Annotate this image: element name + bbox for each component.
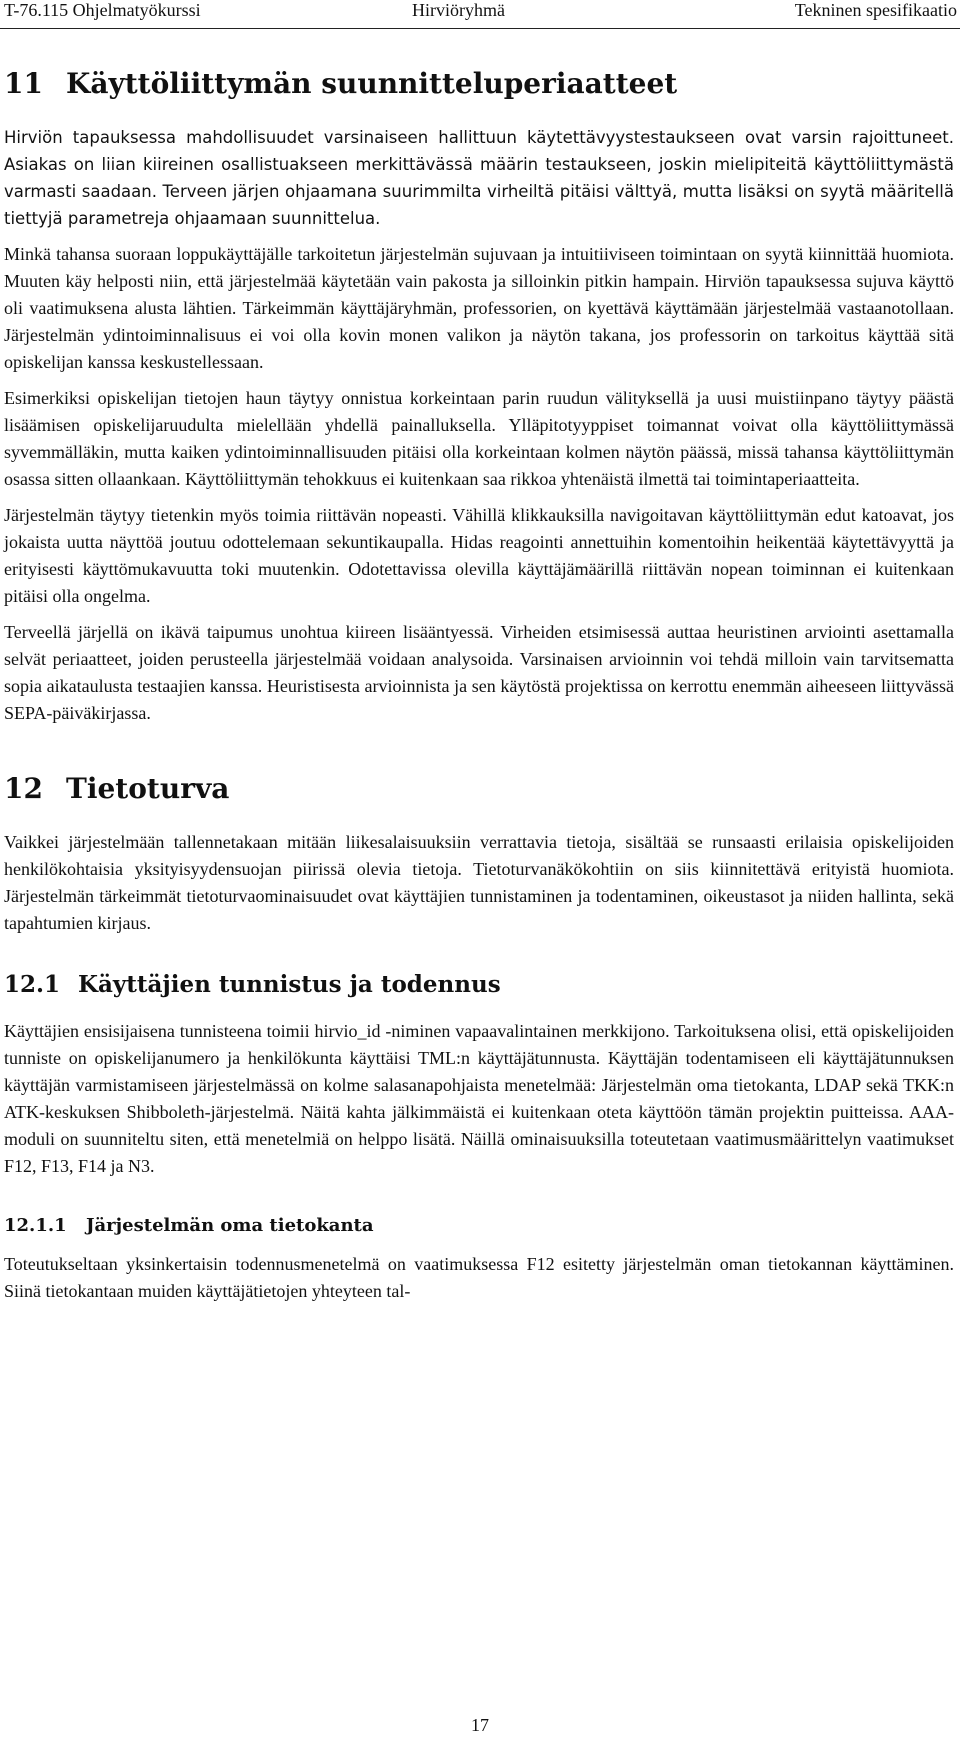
page-number: 17 <box>471 1715 489 1735</box>
page-body <box>4 66 954 1305</box>
paragraph: Terveellä järjellä on ikävä taipumus unohtua kiireen lisääntyessä. Virheiden etsimisessä auttaa heuristinen arviointi asettamalla selvät periaatteet, joiden perusteella järjestelmää voidaan analysoida. Varsinaisen arvioinnin voi tehdä milloin vain tarvitsematta sopia aikataulusta testaajien kanssa. Heuristisesta arvioinnista ja sen käytöstä projektissa on kerrottu enemmän aiheeseen liittyvässä SEPA-päiväkirjassa. <box>4 622 954 723</box>
section-12-heading <box>4 771 954 807</box>
subsection-number: 12.1 <box>4 971 61 998</box>
paragraph: Minkä tahansa suoraan loppukäyttäjälle tarkoitetun järjestelmän sujuvaan ja intuitiiviseen toimintaan on syytä kiinnittää huomiota. Muuten käy helposti niin, että järjestelmää käytetään vain pakosta ja silloinkin pitkin hampain. Hirviön tapauksessa sujuva käyttö oli vaatimuksena alusta lähtien. Tärkeimmän käyttäjäryhmän, professorien, on kyettävä käyttämään järjestelmää vastaanotollaan. Järjestelmän ydintoiminnalisuus ei voi olla kovin monen valikon ja näytön takana, jos professorin on tarkoitus käyttää sitä opiskelijan kanssa keskustellessaan. <box>4 244 954 372</box>
paragraph: Toteutukseltaan yksinkertaisin todennusmenetelmä on vaatimuksessa F12 esitetty järjestelmän oman tietokannan käyttäminen. Siinä tietokantaan muiden käyttäjätietojen yhteyteen tal- <box>4 1254 954 1301</box>
subsection-title: Käyttäjien tunnistus ja todennus <box>78 971 501 998</box>
paragraph: Vaikkei järjestelmään tallennetakaan mitään liikesalaisuuksiin verrattavia tietoja, sisältää se runsaasti erilaisia opiskelijoiden henkilökohtaisia yksityisyydensuojan piirissä olevia tietoja. Tietoturvanäkökohtiin on siis kiinnitettävä erityistä huomiota. Järjestelmän tärkeimmät tietoturvaominaisuudet ovat käyttäjien tunnistaminen ja todentaminen, oikeustasot ja niiden hallinta, sekä tapahtumien kirjaus. <box>4 832 954 933</box>
header-document-title: Tekninen spesifikaatio <box>794 0 957 20</box>
paragraph <box>4 124 954 232</box>
subsubsection-12-1-1-heading <box>4 1213 954 1239</box>
subsubsection-title: Järjestelmän oma tietokanta <box>86 1215 374 1236</box>
paragraph: Järjestelmän täytyy tietenkin myös toimia riittävän nopeasti. Vähillä klikkauksilla navigoitavan käyttöliittymän edut katoavat, jos jokaista uutta näyttöä joutuu odottelemaan sekuntikaupalla. Hidas reagointi annettuihin komentoihin heikentää käytettävyyttä ja erityisesti käyttömukavuutta toki muutenkin. Odotettavissa olevilla käyttäjämäärillä riittävän nopean toiminnan ei kuitenkaan pitäisi olla ongelma. <box>4 505 954 606</box>
subsection-12-1-heading <box>4 970 954 1000</box>
section-number: 12 <box>4 772 43 805</box>
running-header <box>0 0 960 29</box>
section-number: 11 <box>4 67 43 100</box>
section-11-heading <box>4 66 954 102</box>
header-course: T-76.115 Ohjelmatyökurssi <box>4 0 201 20</box>
subsubsection-number: 12.1.1 <box>4 1215 67 1236</box>
section-title: Tietoturva <box>66 772 230 805</box>
section-title: Käyttöliittymän suunnitteluperiaatteet <box>66 67 678 100</box>
paragraph-text: Hirviön tapauksessa mahdollisuudet varsinaiseen hallittuun käytettävyystestaukseen ovat varsin rajoittuneet. Asiakas on liian kiireinen osallistuakseen merkittävässä määrin testaukseen, joskin mielipiteitä käyttöliittymästä varmasti saadaan. Terveen järjen ohjaamana suurimmilta virheiltä pitäisi välttyä, mutta lisäksi on syytä määritellä tiettyjä parametreja ohjaamaan suunnittelua. <box>4 128 954 228</box>
paragraph: Käyttäjien ensisijaisena tunnisteena toimii hirvio_id -niminen vapaavalintainen merkkijono. Tarkoituksena olisi, että opiskelijoiden tunniste on opiskelijanumero ja henkilökunta käyttäisi TML:n käyttäjätunnusta. Käyttäjän todentamiseen eli käyttäjätunnuksen käyttäjän varmistamiseen järjestelmässä on kolme salasanapohjaista menetelmää: Järjestelmän oma tietokanta, LDAP sekä TKK:n ATK-keskuksen Shibboleth-järjestelmä. Näitä kahta jälkimmäistä ei kuitenkaan oteta käyttöön tämän projektin puitteissa. AAA-moduli on suunniteltu siten, että menetelmiä on helppo lisätä. Näillä ominaisuuksilla toteutetaan vaatimusmäärittelyn vaatimukset F12, F13, F14 ja N3. <box>4 1021 954 1176</box>
header-group: Hirviöryhmä <box>412 0 505 20</box>
paragraph: Esimerkiksi opiskelijan tietojen haun täytyy onnistua korkeintaan parin ruudun välityksellä ja uusi muistiinpano täytyy päästä lisäämisen opiskelijaruudulta mielellään yhdellä painalluksella. Ylläpitotyyppiset toimannat voivat olla käyttöliittymässä syvemmälläkin, mutta kaiken ydintoiminnallisuuden pitäisi olla korkeintaan kolmen näytön päässä, missä tahansa käyttöliittymän osassa sitten ollaankaan. Käyttöliittymän tehokkuus ei kuitenkaan saa rikkoa yhtenäistä ilmettä tai toimintaperiaatteita. <box>4 388 954 489</box>
